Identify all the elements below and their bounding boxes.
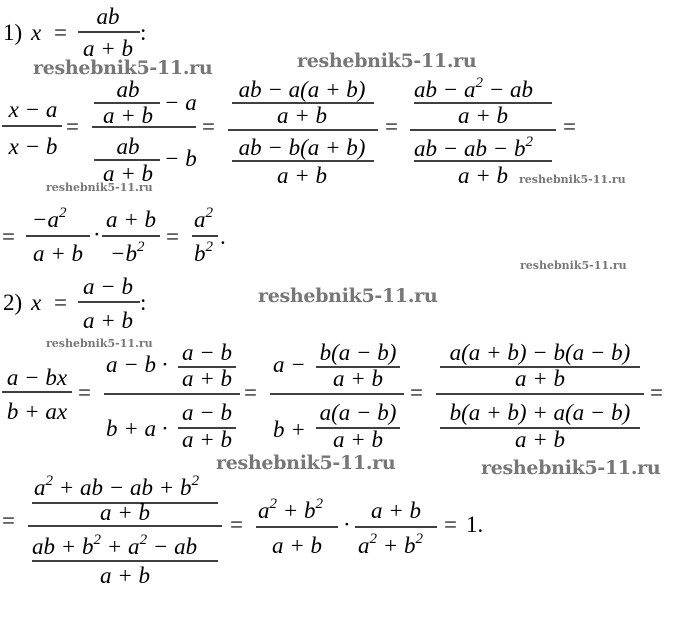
svg-text:=: = [444,512,457,537]
svg-text:=: = [563,114,576,139]
fraction-numerator: ab − a(a + b) [238,77,366,102]
fraction-denominator: x − b [8,134,58,159]
problem1-header [3,4,146,61]
fraction-denominator: a + b [32,241,84,266]
fraction-denominator: a + b [181,366,233,391]
fraction-denominator: a + b [181,427,233,452]
expression-text: − a [164,90,197,115]
fraction-numerator: ab − b(a + b) [238,135,366,160]
problem1-number: 1) [3,20,23,45]
fraction-denominator: a + b [332,366,384,391]
fraction-numerator: a(a + b) − b(a − b) [449,340,631,365]
problem2-line1 [2,337,663,452]
watermark: reshebnik5-11.ru [46,337,153,350]
fraction-numerator: $a^2$ [194,205,213,232]
fraction-numerator: a − b [82,274,134,299]
svg-text:.: . [220,224,226,249]
watermark: reshebnik5-11.ru [297,50,477,72]
watermark: reshebnik5-11.ru [481,457,661,479]
fraction-numerator: b(a − b) [319,340,397,365]
fraction-denominator: a + b [332,427,384,452]
fraction-denominator: a + b [82,36,134,61]
fraction-numerator: $-a^2$ [32,205,67,232]
expression-text: a − [273,352,306,377]
equals-sign: = [54,290,67,315]
svg-text:=: = [385,114,398,139]
problem2-header [3,274,146,333]
problem1-line1 [2,75,576,188]
fraction-numerator: b(a + b) + a(a − b) [449,400,631,425]
variable-x: x [31,290,42,315]
watermark: reshebnik5-11.ru [33,57,213,79]
result: 1. [466,512,484,537]
fraction-numerator: ab + $b^2 + a^2$ − ab [32,532,198,559]
fraction-denominator: $a^2 + b^2$ [358,531,424,558]
fraction-denominator: a + b [102,161,154,186]
expression-text: b + [273,417,306,442]
problem2-number: 2) [3,290,23,315]
fraction-numerator: a + b [105,207,157,232]
svg-text:=: = [650,380,663,405]
fraction-denominator: a + b [514,427,566,452]
fraction-numerator: x − a [8,97,58,122]
fraction-numerator: $a^2 + b^2$ [258,496,324,523]
variable-x: x [31,20,42,45]
fraction-denominator: b + ax [6,399,68,424]
colon: : [140,290,147,315]
fraction-numerator: ab [116,77,140,102]
fraction-numerator: a − b [181,340,233,365]
fraction-numerator: ab − ab − $b^2$ [414,134,534,161]
fraction-numerator: ab [96,4,120,29]
watermark: reshebnik5-11.ru [46,181,153,194]
fraction-denominator: a + b [99,500,151,525]
svg-text:=: = [78,380,91,405]
fraction-numerator: a + b [370,498,422,523]
fraction-numerator: a(a − b) [319,400,397,425]
svg-text:=: = [202,114,215,139]
svg-text:=: = [2,224,15,249]
fraction-denominator: $-b^2$ [110,239,145,266]
svg-text:=: = [166,224,179,249]
svg-text:·: · [343,512,351,537]
problem1-line2 [2,205,226,266]
watermark: reshebnik5-11.ru [520,259,627,272]
fraction-denominator: a + b [276,163,328,188]
fraction-numerator: a − bx [6,365,68,390]
colon: : [140,20,147,45]
problem2-line2 [2,473,483,588]
fraction-denominator: a + b [102,103,154,128]
expression-text: a − b · [106,352,168,377]
svg-text:=: = [2,508,15,533]
watermark: reshebnik5-11.ru [519,173,626,186]
svg-text:=: = [410,380,423,405]
svg-text:=: = [230,512,243,537]
fraction-numerator: $a^2$ + ab − ab + $b^2$ [34,473,200,500]
fraction-denominator: a + b [99,563,151,588]
fraction-denominator: a + b [457,163,509,188]
fraction-denominator: a + b [82,308,134,333]
fraction-numerator: ab − $a^2$ − ab [414,75,534,102]
fraction-numerator: ab [116,134,140,159]
svg-text:·: · [93,222,101,247]
fraction-denominator: a + b [271,533,323,558]
watermark: reshebnik5-11.ru [258,285,438,307]
expression-text: b + a · [106,416,168,441]
svg-text:=: = [244,380,257,405]
equals-sign: = [54,20,67,45]
fraction-denominator: a + b [276,103,328,128]
fraction-denominator: a + b [514,366,566,391]
watermark: reshebnik5-11.ru [216,452,396,474]
fraction-denominator: $b^2$ [194,239,213,266]
fraction-denominator: a + b [457,103,509,128]
expression-text: − b [164,146,197,171]
fraction-numerator: a − b [181,400,233,425]
svg-text:=: = [66,114,79,139]
